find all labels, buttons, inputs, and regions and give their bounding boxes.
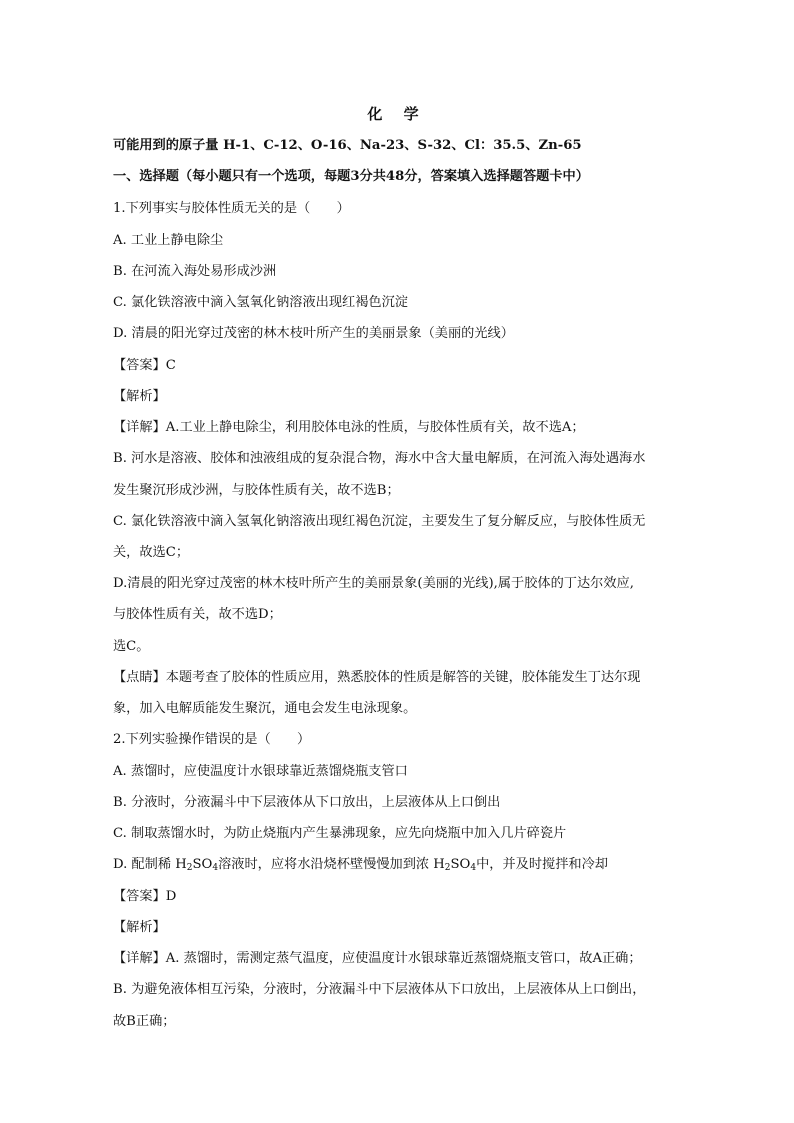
q1-detail-a: 【详解】A.工业上静电除尘，利用胶体电泳的性质，与胶体性质有关，故不选A； <box>113 420 585 435</box>
q1-comment1: 【点睛】本题考查了胶体的性质应用，熟悉胶体的性质是解答的关键，胶体能发生丁达尔现 <box>113 670 641 685</box>
q2-detail-a: 【详解】A. 蒸馏时，需测定蒸气温度，应使温度计水银球靠近蒸馏烧瓶支管口，故A正确； <box>113 951 642 966</box>
q2-option-b: B. 分液时，分液漏斗中下层液体从下口放出，上层液体从上口倒出 <box>113 795 501 810</box>
q1-stem: 1.下列事实与胶体性质无关的是（ ） <box>113 201 350 216</box>
q1-option-a: A. 工业上静电除尘 <box>113 233 224 248</box>
q1-detail-d2: 与胶体性质有关，故不选D； <box>113 607 282 622</box>
q1-comment2: 象，加入电解质能发生聚沉，通电会发生电泳现象。 <box>113 701 417 716</box>
q2-option-c: C. 制取蒸馏水时，为防止烧瓶内产生暴沸现象，应先向烧瓶中加入几片碎瓷片 <box>113 826 567 841</box>
page-title: 化 学 <box>367 105 427 123</box>
q1-option-b: B. 在河流入海处易形成沙洲 <box>113 264 277 279</box>
q1-answer: 【答案】C <box>113 358 176 373</box>
q1-analysis-label: 【解析】 <box>113 389 166 404</box>
q2-stem: 2.下列实验操作错误的是（ ） <box>113 732 311 747</box>
q2-analysis-label: 【解析】 <box>113 920 166 935</box>
q1-option-d: D. 清晨的阳光穿过茂密的林木枝叶所产生的美丽景象（美丽的光线） <box>113 326 514 341</box>
q2-detail-b1: B. 为避免液体相互污染，分液时，分液漏斗中下层液体从下口放出，上层液体从上口倒出， <box>113 982 646 997</box>
q1-detail-d1: D.清晨的阳光穿过茂密的林木枝叶所产生的美丽景象(美丽的光线),属于胶体的丁达尔效应, <box>113 576 634 591</box>
q1-detail-c2: 关，故选C； <box>113 545 190 560</box>
section-heading: 一、选择题（每小题只有一个选项，每题3分共48分，答案填入选择题答题卡中） <box>113 169 589 184</box>
q2-option-a: A. 蒸馏时，应使温度计水银球靠近蒸馏烧瓶支管口 <box>113 764 408 779</box>
q1-detail-c1: C. 氯化铁溶液中滴入氢氧化钠溶液出现红褐色沉淀，主要发生了复分解反应，与胶体性质无 <box>113 514 646 529</box>
q2-answer: 【答案】D <box>113 889 177 904</box>
q2-detail-b2: 故B正确； <box>113 1014 176 1029</box>
atomic-mass-line: 可能用到的原子量 H-1、C-12、O-16、Na-23、S-32、Cl：35.5、Zn-65 <box>113 138 582 153</box>
q1-option-c: C. 氯化铁溶液中滴入氢氧化钠溶液出现红褐色沉淀 <box>113 295 408 310</box>
q1-detail-b1: B. 河水是溶液、胶体和浊液组成的复杂混合物，海水中含大量电解质，在河流入海处遇海水 <box>113 451 646 466</box>
q1-detail-b2: 发生聚沉形成沙洲，与胶体性质有关，故不选B； <box>113 483 400 498</box>
q2-option-d: D. 配制稀 $H_2SO_4$溶液时，应将水沿烧杯壁慢慢加到浓 $H_2SO_4$中，并及时搅拌和冷却 <box>113 857 608 873</box>
q1-choose: 选C。 <box>113 639 150 654</box>
